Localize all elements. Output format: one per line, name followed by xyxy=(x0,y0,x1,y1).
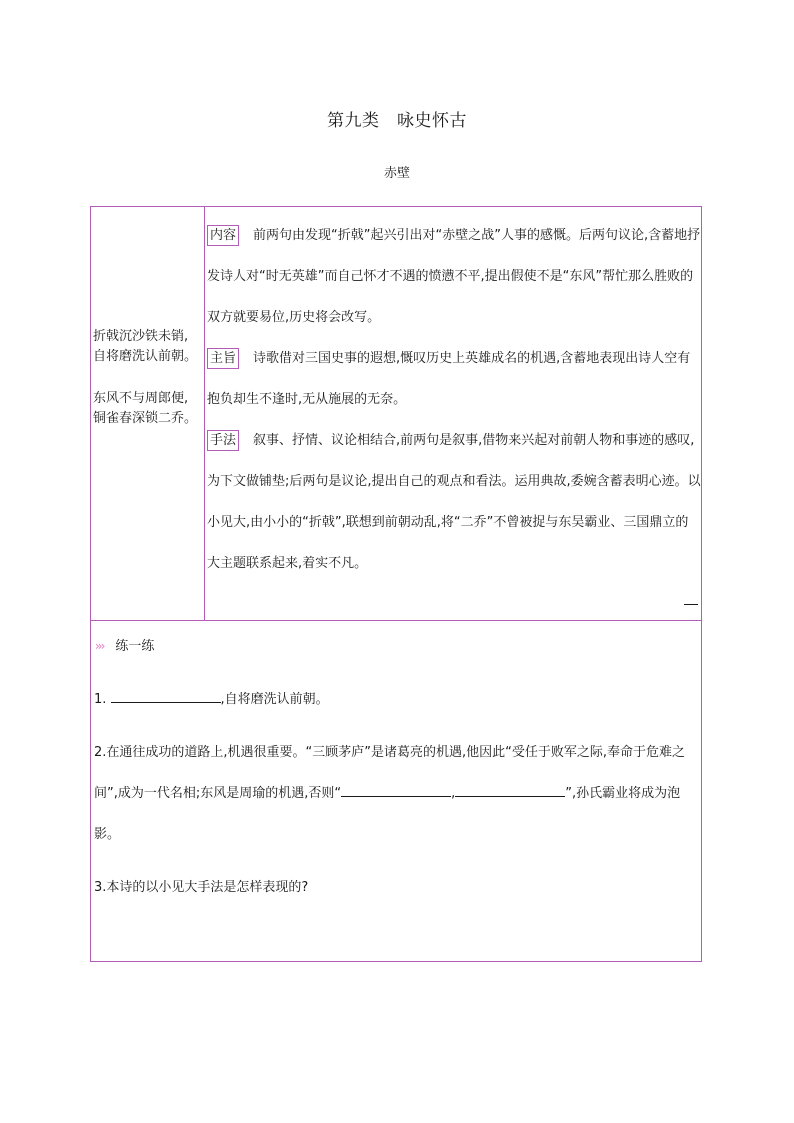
method-tag: 手法 xyxy=(207,430,239,451)
analysis-panel xyxy=(207,215,701,584)
method-text: 叙事、抒情、议论相结合,前两句是叙事,借物来兴起对前朝人物和事迹的感叹,为下文做铺垫;后两句是议论,提出自己的观点和看法。运用典故,委婉含蓄表明心迹。以小见大,由小小的“折戟”,联想到前朝动乱,将“二乔”不曾被捉与东吴霸业、三国鼎立的大主题联系起来,着实不凡。 xyxy=(207,433,701,571)
poem-text xyxy=(93,327,205,451)
poem-couplet xyxy=(93,327,205,367)
row-divider xyxy=(91,620,701,621)
answer-blank[interactable] xyxy=(111,688,221,703)
section-title: 第九类 咏史怀古 xyxy=(327,111,467,131)
question-2-text-a: 2.在通往成功的道路上,机遇很重要。“三顾茅庐”是诸葛亮的机遇,他因此“受任于败军之际,奉命于危难之间”,成为一代名相;东风是周瑜的机遇,否则“ xyxy=(94,745,686,801)
answer-dash xyxy=(684,604,698,605)
content-tag: 内容 xyxy=(207,225,239,246)
question-1-text: ,自将磨洗认前朝。 xyxy=(220,692,329,707)
question-1 xyxy=(94,679,700,720)
method-paragraph xyxy=(207,420,701,584)
chevron-icon: ››› xyxy=(95,639,104,653)
practice-heading xyxy=(95,635,154,654)
question-2 xyxy=(94,732,700,855)
question-2-separator: , xyxy=(451,786,456,801)
poem-line: 折戟沉沙铁未销, xyxy=(93,329,189,344)
content-paragraph xyxy=(207,215,701,338)
question-2-text-b: ”,孙氏霸业将成为泡影。 xyxy=(94,786,681,842)
poem-line: 铜雀春深锁二乔。 xyxy=(93,411,198,426)
poem-table xyxy=(90,206,702,962)
poem-couplet xyxy=(93,389,205,429)
question-1-number: 1. xyxy=(94,692,107,707)
theme-paragraph xyxy=(207,338,701,420)
theme-tag: 主旨 xyxy=(207,348,239,369)
answer-blank[interactable] xyxy=(455,782,565,797)
poem-title: 赤壁 xyxy=(383,166,410,181)
poem-line: 东风不与周郎便, xyxy=(93,391,189,406)
theme-text: 诗歌借对三国史事的遐想,慨叹历史上英雄成名的机遇,含蓄地表现出诗人空有抱负却生不逢时,无从施展的无奈。 xyxy=(207,351,691,407)
content-text: 前两句由发现“折戟”起兴引出对“赤壁之战”人事的感慨。后两句议论,含蓄地抒发诗人对“时无英雄”而自己怀才不遇的愤懑不平,提出假使不是“东风”帮忙那么胜败的双方就要易位,历史将会改写。 xyxy=(207,228,701,325)
poem-line: 自将磨洗认前朝。 xyxy=(93,349,198,364)
question-3: 3.本诗的以小见大手法是怎样表现的? xyxy=(94,880,309,895)
answer-blank[interactable] xyxy=(341,782,451,797)
practice-questions xyxy=(94,679,700,908)
practice-heading-label: 练一练 xyxy=(115,639,155,654)
